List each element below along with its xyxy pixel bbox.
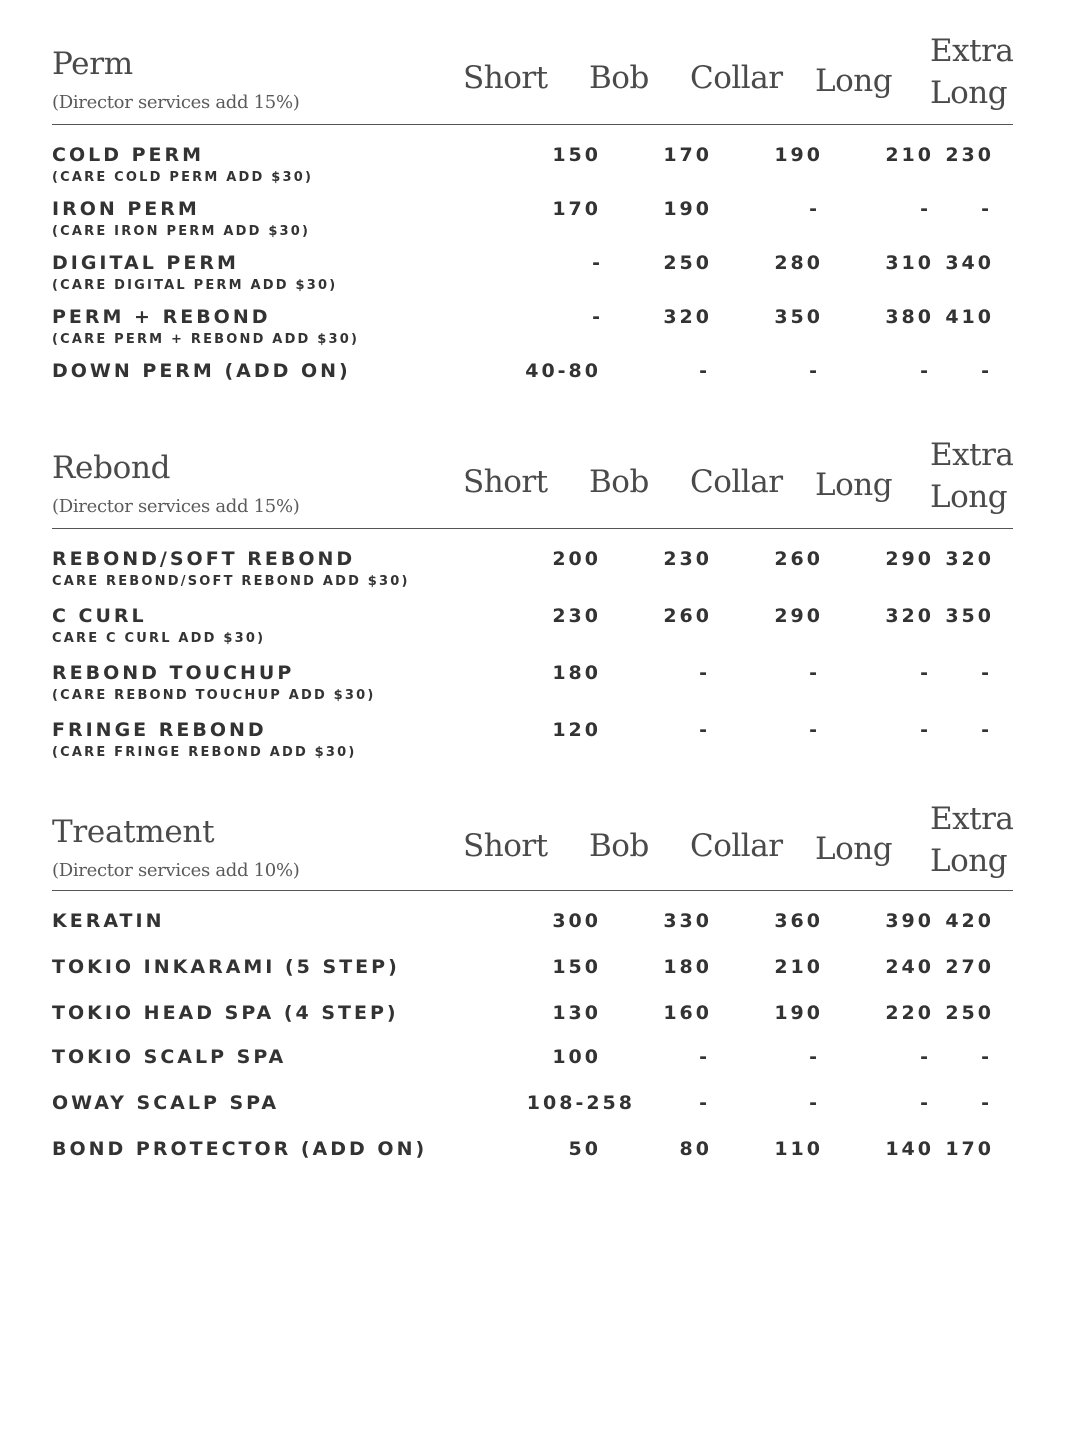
column-header-extra-long: Extra Long — [930, 801, 1014, 879]
service-note: (CARE COLD PERM ADD $30) — [52, 170, 314, 185]
price-short: 40-80 — [525, 360, 601, 382]
service-name: REBOND TOUCHUP — [52, 662, 295, 684]
column-header-extra-long: Extra Long — [930, 437, 1014, 515]
price-bob: 230 — [663, 548, 712, 570]
column-header-short: Short — [463, 464, 548, 500]
service-name: DOWN PERM (ADD ON) — [52, 360, 351, 382]
price-long: 240 — [885, 956, 934, 978]
column-header-long: Long — [815, 831, 893, 867]
price-long: - — [920, 198, 931, 220]
price-collar: - — [809, 1046, 820, 1068]
price-bob: - — [699, 1046, 710, 1068]
price-short: 150 — [552, 956, 601, 978]
column-header-extra-long: Extra Long — [930, 33, 1014, 111]
section-divider — [52, 528, 1013, 529]
price-short: 130 — [552, 1002, 601, 1024]
price-bob: 250 — [663, 252, 712, 274]
price-bob: 180 — [663, 956, 712, 978]
column-header-short: Short — [463, 828, 548, 864]
service-note: (CARE PERM + REBOND ADD $30) — [52, 332, 360, 347]
service-note: (CARE FRINGE REBOND ADD $30) — [52, 745, 357, 760]
column-header-bob: Bob — [589, 464, 649, 500]
price-bob: 170 — [663, 144, 712, 166]
price-collar: - — [809, 719, 820, 741]
price-collar: - — [809, 662, 820, 684]
price-long: - — [920, 719, 931, 741]
service-name: DIGITAL PERM — [52, 252, 239, 274]
price-short: 180 — [552, 662, 601, 684]
price-extra-long: - — [981, 1046, 992, 1068]
price-short: 100 — [552, 1046, 601, 1068]
section-divider — [52, 890, 1013, 891]
price-long: 290 — [885, 548, 934, 570]
price-collar: 190 — [774, 144, 823, 166]
column-header-long: Long — [815, 467, 893, 503]
section-title: Perm — [52, 46, 133, 82]
price-bob: 260 — [663, 605, 712, 627]
service-name: C CURL — [52, 605, 147, 627]
price-long: 320 — [885, 605, 934, 627]
column-header-collar: Collar — [690, 828, 783, 864]
price-long: 140 — [885, 1138, 934, 1160]
service-note: (CARE DIGITAL PERM ADD $30) — [52, 278, 338, 293]
price-bob: - — [699, 360, 710, 382]
section-title: Rebond — [52, 450, 171, 486]
section-subtitle: (Director services add 15%) — [52, 496, 300, 517]
price-extra-long: 230 — [945, 144, 994, 166]
price-extra-long: 270 — [945, 956, 994, 978]
column-header-long: Long — [815, 63, 893, 99]
column-header-bob: Bob — [589, 828, 649, 864]
price-bob: 320 — [663, 306, 712, 328]
column-header-short: Short — [463, 60, 548, 96]
price-short: 120 — [552, 719, 601, 741]
price-collar: 280 — [774, 252, 823, 274]
price-bob: - — [699, 1092, 710, 1114]
price-collar: 360 — [774, 910, 823, 932]
service-name: IRON PERM — [52, 198, 200, 220]
service-name: REBOND/SOFT REBOND — [52, 548, 356, 570]
price-bob: 330 — [663, 910, 712, 932]
price-long: 310 — [885, 252, 934, 274]
section-subtitle: (Director services add 10%) — [52, 860, 300, 881]
price-collar: 210 — [774, 956, 823, 978]
price-short: 230 — [552, 605, 601, 627]
price-extra-long: - — [981, 198, 992, 220]
price-extra-long: - — [981, 662, 992, 684]
price-extra-long: 420 — [945, 910, 994, 932]
service-note: (CARE REBOND TOUCHUP ADD $30) — [52, 688, 376, 703]
service-name: COLD PERM — [52, 144, 205, 166]
section-title: Treatment — [52, 814, 215, 850]
price-short: 300 — [552, 910, 601, 932]
price-bob: 190 — [663, 198, 712, 220]
column-header-collar: Collar — [690, 464, 783, 500]
service-name: PERM + REBOND — [52, 306, 271, 328]
service-note: CARE C CURL ADD $30) — [52, 631, 266, 646]
price-long: 220 — [885, 1002, 934, 1024]
section-subtitle: (Director services add 15%) — [52, 92, 300, 113]
service-name: FRINGE REBOND — [52, 719, 267, 741]
price-short: - — [592, 252, 603, 274]
price-extra-long: 410 — [945, 306, 994, 328]
price-collar: 190 — [774, 1002, 823, 1024]
service-name: TOKIO SCALP SPA — [52, 1046, 287, 1068]
price-short: 50 — [568, 1138, 601, 1160]
price-extra-long: - — [981, 360, 992, 382]
service-name: TOKIO HEAD SPA (4 STEP) — [52, 1002, 399, 1024]
price-collar: 260 — [774, 548, 823, 570]
service-note: (CARE IRON PERM ADD $30) — [52, 224, 311, 239]
price-long: - — [920, 1046, 931, 1068]
price-extra-long: 170 — [945, 1138, 994, 1160]
price-short: 108-258 — [526, 1092, 635, 1114]
price-long: 390 — [885, 910, 934, 932]
price-short: - — [592, 306, 603, 328]
price-bob: - — [699, 662, 710, 684]
price-long: - — [920, 360, 931, 382]
price-long: - — [920, 1092, 931, 1114]
price-collar: 350 — [774, 306, 823, 328]
price-long: 210 — [885, 144, 934, 166]
price-extra-long: - — [981, 1092, 992, 1114]
price-extra-long: 320 — [945, 548, 994, 570]
price-collar: - — [809, 1092, 820, 1114]
price-extra-long: 250 — [945, 1002, 994, 1024]
service-name: KERATIN — [52, 910, 165, 932]
price-extra-long: 340 — [945, 252, 994, 274]
price-extra-long: - — [981, 719, 992, 741]
price-collar: - — [809, 198, 820, 220]
price-long: 380 — [885, 306, 934, 328]
price-collar: - — [809, 360, 820, 382]
column-header-collar: Collar — [690, 60, 783, 96]
price-collar: 290 — [774, 605, 823, 627]
price-bob: 80 — [679, 1138, 712, 1160]
service-name: TOKIO INKARAMI (5 STEP) — [52, 956, 400, 978]
price-short: 170 — [552, 198, 601, 220]
price-short: 200 — [552, 548, 601, 570]
price-short: 150 — [552, 144, 601, 166]
price-long: - — [920, 662, 931, 684]
price-bob: - — [699, 719, 710, 741]
price-extra-long: 350 — [945, 605, 994, 627]
service-name: BOND PROTECTOR (ADD ON) — [52, 1138, 428, 1160]
section-divider — [52, 124, 1013, 125]
price-bob: 160 — [663, 1002, 712, 1024]
column-header-bob: Bob — [589, 60, 649, 96]
price-collar: 110 — [774, 1138, 823, 1160]
service-note: CARE REBOND/SOFT REBOND ADD $30) — [52, 574, 410, 589]
service-name: OWAY SCALP SPA — [52, 1092, 280, 1114]
